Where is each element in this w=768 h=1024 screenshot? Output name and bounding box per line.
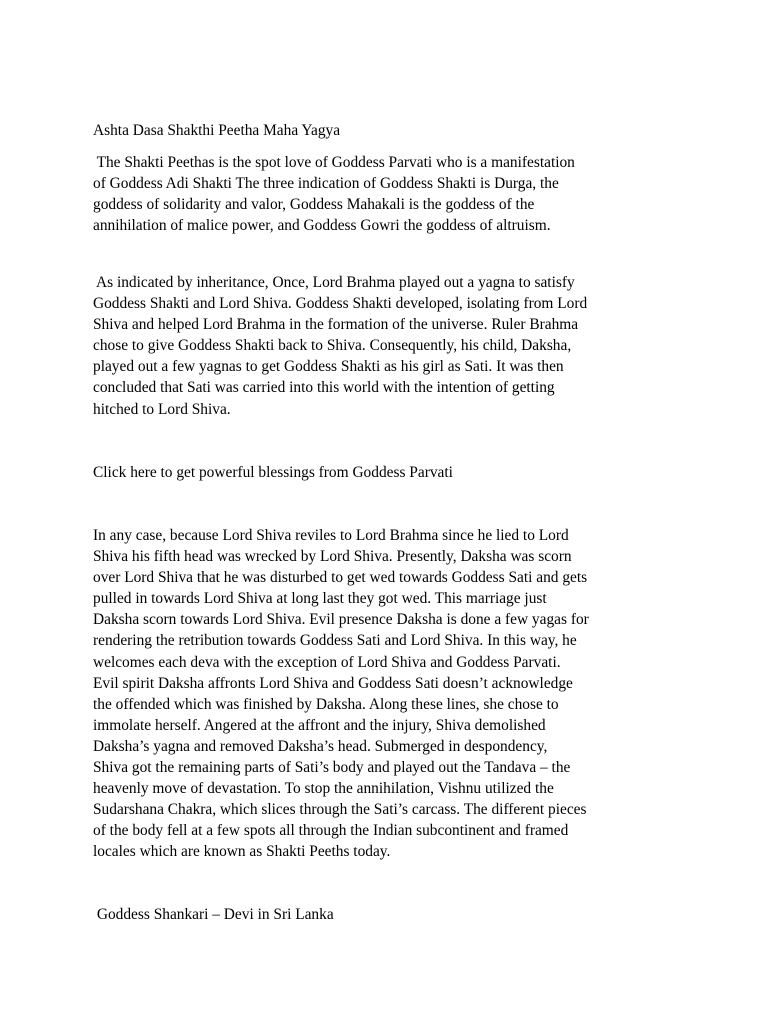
section-heading-text: Goddess Shankari – Devi in Sri Lanka <box>93 906 334 923</box>
paragraph-3-line-7: welcomes each deva with the exception of Lord Shiva and Goddess Parvati. <box>93 653 561 671</box>
paragraph-2-line-6: concluded that Sati was carried into this world with the intention of getting <box>93 379 555 397</box>
paragraph-2 <box>93 272 693 420</box>
paragraph-3 <box>93 525 693 863</box>
paragraph-3-line-4: pulled in towards Lord Shiva at long last they got wed. This marriage just <box>93 590 547 608</box>
title-line: Ashta Dasa Shakthi Peetha Maha Yagya <box>93 122 341 139</box>
paragraph-3-line-2: Shiva his fifth head was wrecked by Lord Shiva. Presently, Daksha was scorn <box>93 548 572 566</box>
paragraph-3-line-11: Daksha’s yagna and removed Daksha’s head. Submerged in despondency, <box>93 737 548 755</box>
paragraph-2-line-7: hitched to Lord Shiva. <box>93 400 231 418</box>
paragraph-3-line-5: Daksha scorn towards Lord Shiva. Evil presence Daksha is done a few yagas for <box>93 611 589 629</box>
document-title <box>93 120 693 141</box>
paragraph-3-line-16: locales which are known as Shakti Peeths today. <box>93 843 391 861</box>
paragraph-1-line-3: goddess of solidarity and valor, Goddess Mahakali is the goddess of the <box>93 196 535 214</box>
paragraph-2-line-2: Goddess Shakti and Lord Shiva. Goddess Shakti developed, isolating from Lord <box>93 295 588 313</box>
paragraph-2-line-3: Shiva and helped Lord Brahma in the formation of the universe. Ruler Brahma <box>93 316 579 334</box>
paragraph-3-line-15: of the body fell at a few spots all through the Indian subcontinent and framed <box>93 822 569 840</box>
click-here-text: Click here to get powerful blessings from Goddess Parvati <box>93 464 453 481</box>
paragraph-3-line-6: rendering the retribution towards Goddess Sati and Lord Shiva. In this way, he <box>93 632 577 650</box>
paragraph-3-line-12: Shiva got the remaining parts of Sati’s body and played out the Tandava – the <box>93 759 571 777</box>
click-here-line <box>93 462 693 483</box>
paragraph-2-line-5: played out a few yagnas to get Goddess Shakti as his girl as Sati. It was then <box>93 358 564 376</box>
paragraph-3-line-13: heavenly move of devastation. To stop the annihilation, Vishnu utilized the <box>93 780 554 798</box>
paragraph-3-line-1: In any case, because Lord Shiva reviles to Lord Brahma since he lied to Lord <box>93 527 569 544</box>
paragraph-1-line-4: annihilation of malice power, and Goddess Gowri the goddess of altruism. <box>93 217 551 235</box>
paragraph-3-line-10: immolate herself. Angered at the affront and the injury, Shiva demolished <box>93 716 546 734</box>
paragraph-2-line-1: As indicated by inheritance, Once, Lord Brahma played out a yagna to satisfy <box>93 274 575 291</box>
paragraph-3-line-9: the offended which was finished by Daksha. Along these lines, she chose to <box>93 695 559 713</box>
paragraph-1-line-2: of Goddess Adi Shakti The three indication of Goddess Shakti is Durga, the <box>93 175 559 193</box>
paragraph-1 <box>93 152 693 236</box>
paragraph-1-line-1: The Shakti Peethas is the spot love of Goddess Parvati who is a manifestation <box>93 154 575 171</box>
paragraph-3-line-3: over Lord Shiva that he was disturbed to get wed towards Goddess Sati and gets <box>93 569 588 587</box>
paragraph-3-line-8: Evil spirit Daksha affronts Lord Shiva and Goddess Sati doesn’t acknowledge <box>93 674 573 692</box>
paragraph-2-line-4: chose to give Goddess Shakti back to Shiva. Consequently, his child, Daksha, <box>93 337 572 355</box>
section-heading <box>93 904 693 925</box>
paragraph-3-line-14: Sudarshana Chakra, which slices through the Sati’s carcass. The different pieces <box>93 801 587 819</box>
